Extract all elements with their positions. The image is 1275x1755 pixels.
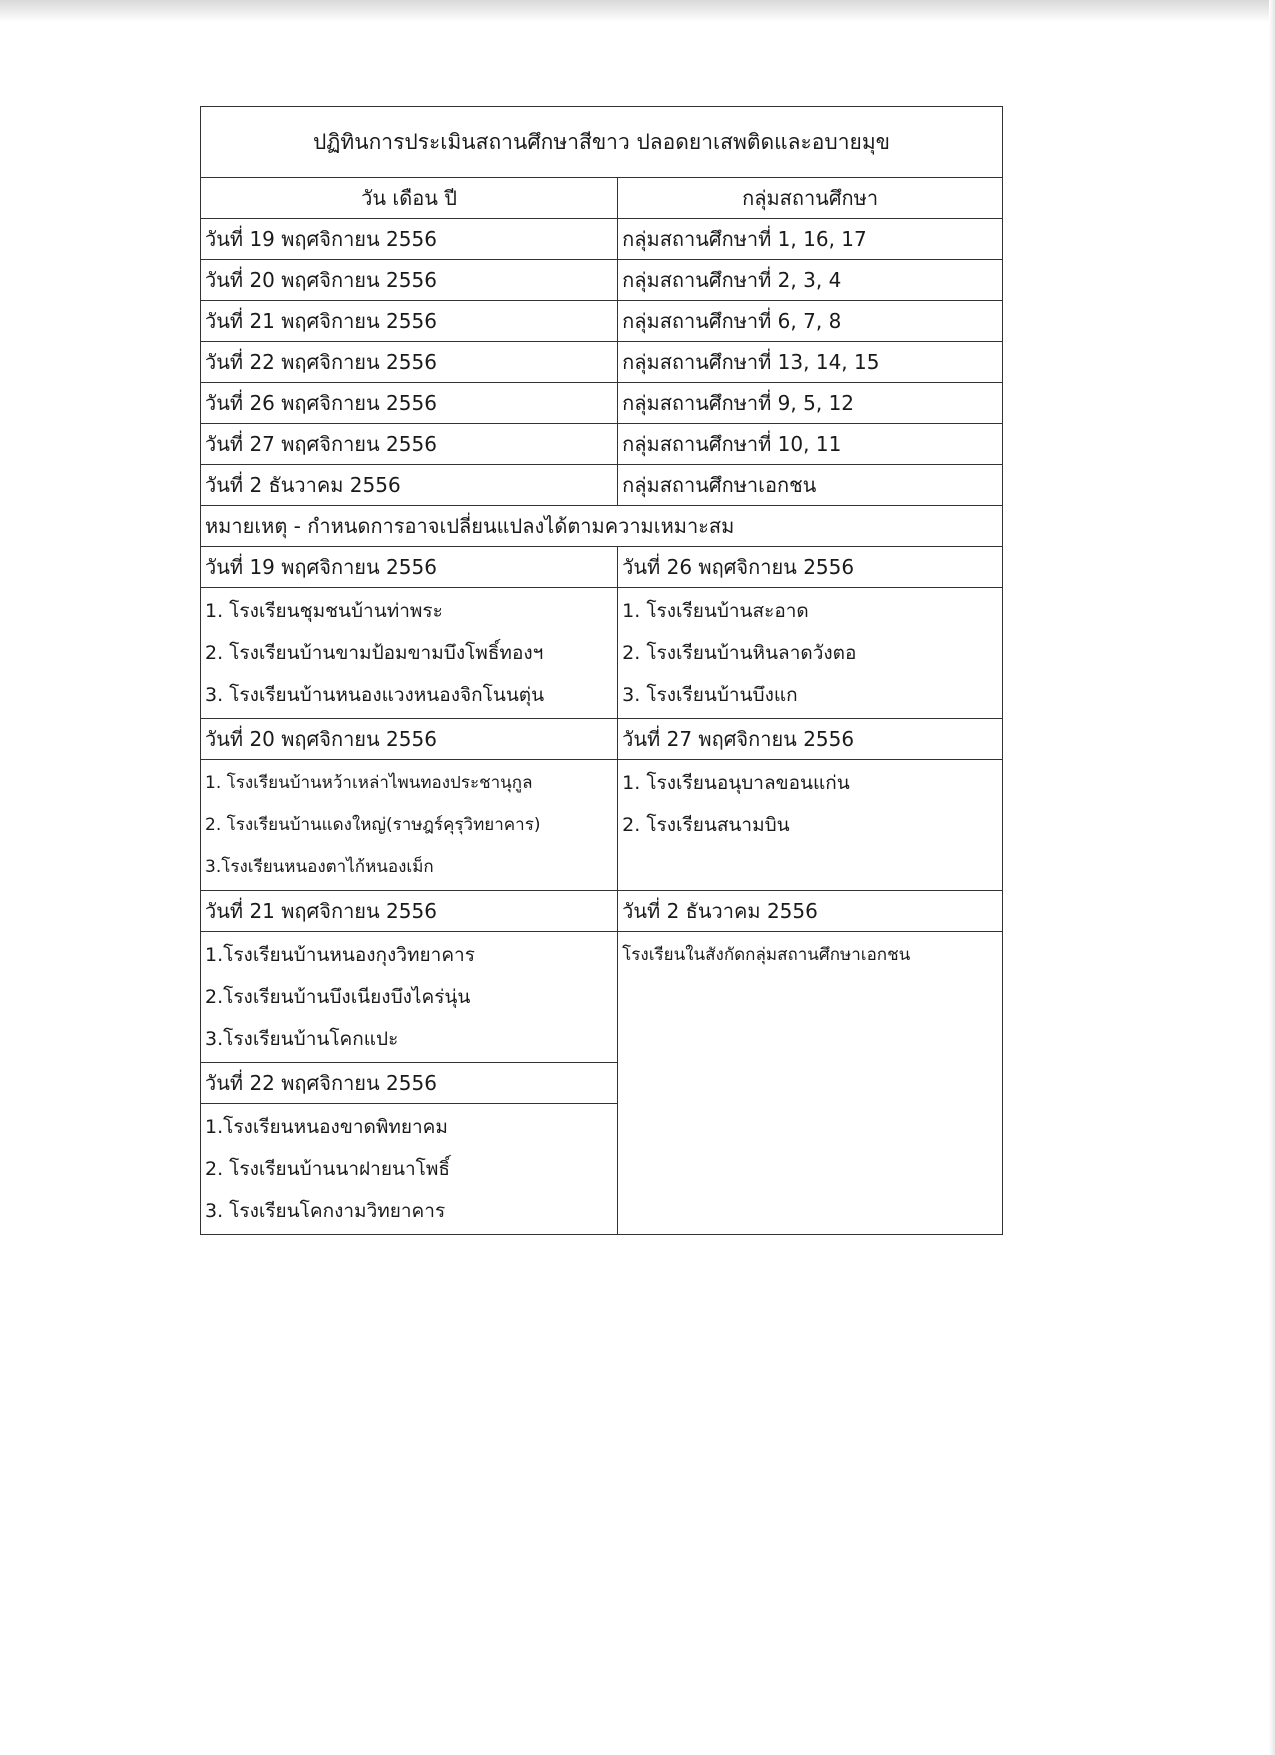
- school-item: 1.โรงเรียนบ้านหนองกุงวิทยาคาร: [205, 944, 475, 966]
- school-item: 2. โรงเรียนสนามบิน: [622, 814, 790, 836]
- detail-date-left: วันที่ 22 พฤศจิกายน 2556: [201, 1063, 618, 1104]
- schedule-row: [201, 260, 1003, 301]
- school-list-right: [618, 932, 1003, 1235]
- school-list-right: [618, 760, 1003, 891]
- schedule-row: [201, 465, 1003, 506]
- detail-date-right: วันที่ 27 พฤศจิกายน 2556: [618, 719, 1003, 760]
- school-item: 2. โรงเรียนบ้านหินลาดวังตอ: [622, 642, 857, 664]
- school-item: 1. โรงเรียนอนุบาลขอนแก่น: [622, 772, 850, 794]
- school-item: 1. โรงเรียนชุมชนบ้านท่าพระ: [205, 600, 443, 622]
- school-item: 2. โรงเรียนบ้านนาฝายนาโพธิ์: [205, 1158, 450, 1180]
- scan-edge: [1269, 0, 1275, 1755]
- schedule-date: วันที่ 27 พฤศจิกายน 2556: [201, 424, 618, 465]
- school-item: 3. โรงเรียนบ้านหนองแวงหนองจิกโนนตุ่น: [205, 684, 545, 706]
- detail-date-left: วันที่ 20 พฤศจิกายน 2556: [201, 719, 618, 760]
- schedule-row: [201, 424, 1003, 465]
- header-date: วัน เดือน ปี: [201, 178, 618, 219]
- school-item: 2. โรงเรียนบ้านแดงใหญ่(ราษฎร์คุรุวิทยาคาร): [205, 815, 541, 835]
- schedule-group: กลุ่มสถานศึกษาที่ 6, 7, 8: [618, 301, 1003, 342]
- schedule-date: วันที่ 26 พฤศจิกายน 2556: [201, 383, 618, 424]
- schedule-date: วันที่ 2 ธันวาคม 2556: [201, 465, 618, 506]
- school-item: 3. โรงเรียนโคกงามวิทยาคาร: [205, 1200, 446, 1222]
- schedule-date: วันที่ 22 พฤศจิกายน 2556: [201, 342, 618, 383]
- remark-note: หมายเหตุ - กำหนดการอาจเปลี่ยนแปลงได้ตามความเหมาะสม: [201, 506, 1003, 547]
- school-list-left: [201, 760, 618, 891]
- calendar-table: [200, 106, 1003, 1235]
- schedule-date: วันที่ 19 พฤศจิกายน 2556: [201, 219, 618, 260]
- schedule-group: กลุ่มสถานศึกษาที่ 13, 14, 15: [618, 342, 1003, 383]
- schedule-group: กลุ่มสถานศึกษาที่ 1, 16, 17: [618, 219, 1003, 260]
- schedule-row: [201, 219, 1003, 260]
- detail-date-left: วันที่ 21 พฤศจิกายน 2556: [201, 891, 618, 932]
- schedule-row: [201, 342, 1003, 383]
- calendar-document: [200, 106, 1003, 1235]
- scan-shadow: [0, 0, 1275, 22]
- schedule-date: วันที่ 21 พฤศจิกายน 2556: [201, 301, 618, 342]
- school-item: 2. โรงเรียนบ้านขามป้อมขามบึงโพธิ์ทองฯ: [205, 642, 544, 664]
- school-item: 3.โรงเรียนบ้านโคกแปะ: [205, 1028, 399, 1050]
- schedule-row: [201, 383, 1003, 424]
- header-group: กลุ่มสถานศึกษา: [618, 178, 1003, 219]
- schedule-group: กลุ่มสถานศึกษาที่ 9, 5, 12: [618, 383, 1003, 424]
- school-item: 1. โรงเรียนบ้านสะอาด: [622, 600, 809, 622]
- school-item: 1.โรงเรียนหนองขาดพิทยาคม: [205, 1116, 448, 1138]
- school-list-left: [201, 1104, 618, 1235]
- school-item: 1. โรงเรียนบ้านหว้าเหล่าไพนทองประชานุกูล: [205, 773, 533, 793]
- school-item: 3.โรงเรียนหนองตาไก้หนองเม็ก: [205, 857, 434, 877]
- school-list-right: [618, 588, 1003, 719]
- school-item: 3. โรงเรียนบ้านบึงแก: [622, 684, 798, 706]
- detail-date-right: วันที่ 26 พฤศจิกายน 2556: [618, 547, 1003, 588]
- schedule-row: [201, 301, 1003, 342]
- school-item: โรงเรียนในสังกัดกลุ่มสถานศึกษาเอกชน: [622, 945, 911, 965]
- document-title: ปฏิทินการประเมินสถานศึกษาสีขาว ปลอดยาเสพติดและอบายมุข: [201, 107, 1003, 178]
- schedule-group: กลุ่มสถานศึกษาที่ 2, 3, 4: [618, 260, 1003, 301]
- school-item: 2.โรงเรียนบ้านบึงเนียงบึงไคร่นุ่น: [205, 986, 471, 1008]
- schedule-date: วันที่ 20 พฤศจิกายน 2556: [201, 260, 618, 301]
- schedule-group: กลุ่มสถานศึกษาที่ 10, 11: [618, 424, 1003, 465]
- detail-date-right: วันที่ 2 ธันวาคม 2556: [618, 891, 1003, 932]
- school-list-left: [201, 588, 618, 719]
- detail-date-left: วันที่ 19 พฤศจิกายน 2556: [201, 547, 618, 588]
- schedule-group: กลุ่มสถานศึกษาเอกชน: [618, 465, 1003, 506]
- school-list-left: [201, 932, 618, 1063]
